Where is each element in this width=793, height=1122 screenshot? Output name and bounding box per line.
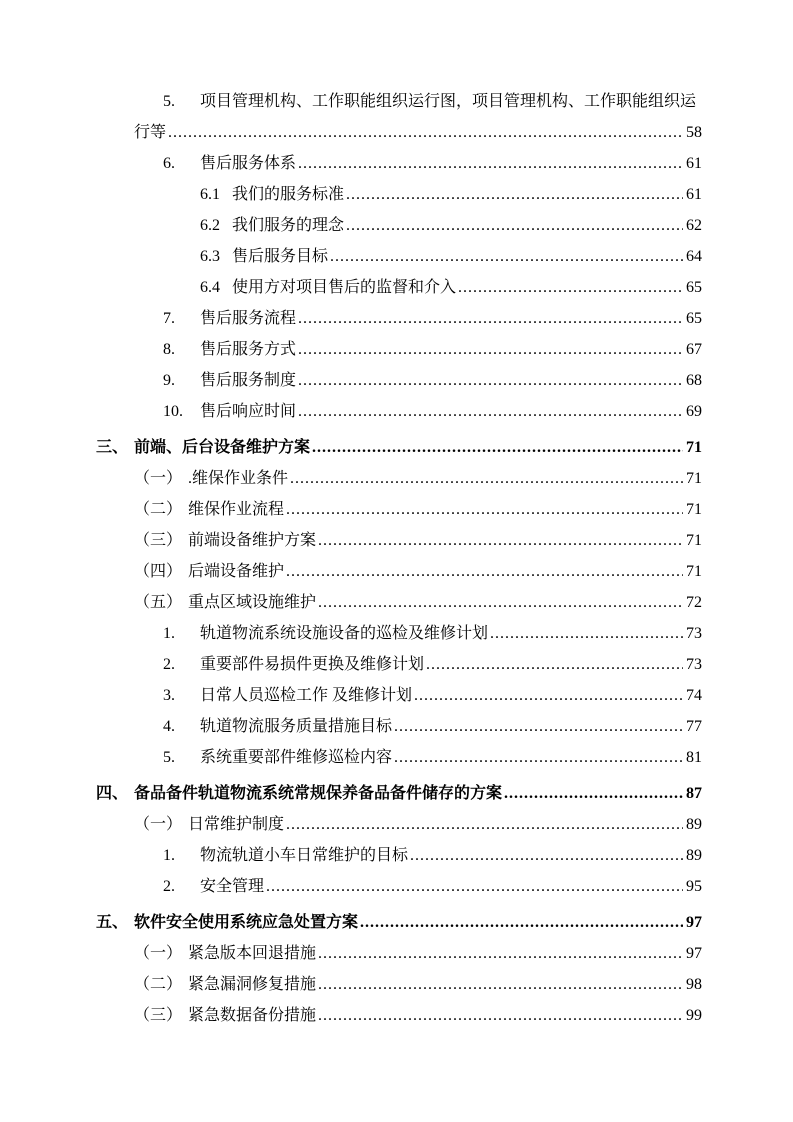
toc-entry-number: 8.: [163, 341, 175, 358]
toc-entry[interactable]: [96, 711, 702, 742]
toc-page-number: 97: [686, 914, 702, 931]
toc-leader-dots: [346, 179, 683, 210]
toc-entry[interactable]: [96, 742, 702, 773]
toc-entry-title: 备品备件轨道物流系统常规保养备品备件储存的方案: [134, 785, 503, 802]
toc-leader-dots: [286, 494, 683, 525]
toc-page-number: 61: [686, 155, 702, 172]
toc-entry[interactable]: [96, 618, 702, 649]
toc-page-number: 69: [686, 403, 702, 420]
toc-page-number: 65: [686, 310, 702, 327]
toc-entry-number: 9.: [163, 372, 175, 389]
toc-entry-title: 紧急数据备份措施: [188, 1007, 317, 1024]
toc-entry-title: 紧急漏洞修复措施: [188, 976, 317, 993]
toc-leader-dots: [330, 241, 683, 272]
toc-entry-title: 重点区域设施维护: [188, 594, 317, 611]
toc-entry-number: （一）: [134, 945, 183, 962]
table-of-contents: [96, 86, 702, 1031]
toc-entry[interactable]: [96, 210, 702, 241]
toc-entry[interactable]: [96, 494, 702, 525]
toc-entry-title: 物流轨道小车日常维护的目标: [200, 847, 409, 864]
toc-entry-number: 四、: [96, 785, 129, 802]
toc-entry[interactable]: [96, 86, 702, 117]
toc-entry-number: 4.: [163, 718, 175, 735]
toc-page-number: 87: [686, 785, 702, 802]
toc-entry-number: 三、: [96, 439, 129, 456]
toc-entry-number: 2.: [163, 656, 175, 673]
toc-entry[interactable]: [96, 809, 702, 840]
toc-leader-dots: [414, 680, 683, 711]
toc-page-number: 71: [686, 470, 702, 487]
toc-entry-title: 行等: [134, 124, 167, 141]
toc-entry-number: 5.: [163, 93, 175, 110]
toc-page-number: 89: [686, 847, 702, 864]
toc-page-number: 98: [686, 976, 702, 993]
toc-leader-dots: [318, 938, 683, 969]
toc-page-number: 64: [686, 248, 702, 265]
toc-entry[interactable]: [96, 938, 702, 969]
toc-leader-dots: [290, 463, 683, 494]
toc-entry[interactable]: [96, 840, 702, 871]
toc-entry-title: 售后服务目标: [232, 248, 329, 265]
toc-entry-title: 售后服务制度: [200, 372, 297, 389]
toc-entry-title: 前端、后台设备维护方案: [134, 439, 311, 456]
toc-leader-dots: [298, 148, 683, 179]
toc-page-number: 67: [686, 341, 702, 358]
toc-entry-number: 10.: [163, 403, 183, 420]
toc-entry-title: .维保作业条件: [188, 470, 289, 487]
toc-entry[interactable]: [96, 334, 702, 365]
toc-entry[interactable]: [96, 871, 702, 902]
toc-entry[interactable]: [96, 680, 702, 711]
toc-leader-dots: [426, 649, 683, 680]
toc-entry[interactable]: [96, 907, 702, 938]
toc-entry-number: 6.1: [200, 186, 220, 203]
toc-leader-dots: [360, 907, 683, 938]
toc-leader-dots: [286, 809, 683, 840]
toc-leader-dots: [504, 778, 683, 809]
toc-entry[interactable]: [96, 365, 702, 396]
toc-entry[interactable]: [96, 179, 702, 210]
toc-entry-number: 6.: [163, 155, 175, 172]
toc-entry-number: 7.: [163, 310, 175, 327]
toc-entry-title: 重要部件易损件更换及维修计划: [200, 656, 425, 673]
toc-entry[interactable]: [96, 303, 702, 334]
toc-entry-title: 轨道物流服务质量措施目标: [200, 718, 393, 735]
toc-entry-number: 五、: [96, 914, 129, 931]
toc-leader-dots: [490, 618, 683, 649]
toc-leader-dots: [458, 272, 683, 303]
toc-entry[interactable]: [96, 649, 702, 680]
toc-page-number: 71: [686, 501, 702, 518]
toc-leader-dots: [410, 840, 683, 871]
toc-leader-dots: [266, 871, 683, 902]
toc-page-number: 68: [686, 372, 702, 389]
toc-entry-number: （二）: [134, 501, 183, 518]
toc-entry[interactable]: [96, 117, 702, 148]
toc-page-number: 74: [686, 687, 702, 704]
toc-page-number: 73: [686, 625, 702, 642]
toc-page-number: 89: [686, 816, 702, 833]
toc-leader-dots: [298, 396, 683, 427]
toc-leader-dots: [394, 711, 683, 742]
toc-entry[interactable]: [96, 778, 702, 809]
toc-entry-title: 我们的服务标准: [232, 186, 345, 203]
toc-page-number: 71: [686, 532, 702, 549]
toc-entry-title: 售后响应时间: [200, 403, 297, 420]
toc-entry-number: 5.: [163, 749, 175, 766]
toc-leader-dots: [168, 117, 683, 148]
toc-entry-number: 1.: [163, 847, 175, 864]
toc-page-number: 99: [686, 1007, 702, 1024]
toc-entry[interactable]: [96, 396, 702, 427]
toc-leader-dots: [286, 556, 683, 587]
toc-leader-dots: [346, 210, 683, 241]
toc-entry-title: 前端设备维护方案: [188, 532, 317, 549]
toc-entry-title: 安全管理: [200, 878, 265, 895]
toc-page-number: 72: [686, 594, 702, 611]
toc-page-number: 71: [686, 439, 702, 456]
toc-entry-number: （三）: [134, 532, 183, 549]
toc-leader-dots: [298, 303, 683, 334]
toc-entry-number: （四）: [134, 563, 183, 580]
toc-page-number: 65: [686, 279, 702, 296]
toc-leader-dots: [298, 334, 683, 365]
toc-page-number: 73: [686, 656, 702, 673]
toc-entry-number: （五）: [134, 594, 183, 611]
toc-entry-number: （二）: [134, 976, 183, 993]
toc-page-number: 77: [686, 718, 702, 735]
toc-entry[interactable]: [96, 556, 702, 587]
toc-entry-title: 日常维护制度: [188, 816, 285, 833]
toc-leader-dots: [394, 742, 683, 773]
toc-page-number: 58: [686, 124, 702, 141]
toc-page-number: 81: [686, 749, 702, 766]
toc-leader-dots: [318, 1000, 683, 1031]
toc-entry-number: 6.4: [200, 279, 220, 296]
toc-entry[interactable]: [96, 1000, 702, 1031]
toc-entry-title: 使用方对项目售后的监督和介入: [232, 279, 457, 296]
toc-entry-number: （一）: [134, 816, 183, 833]
toc-page-number: 61: [686, 186, 702, 203]
toc-page-number: 97: [686, 945, 702, 962]
toc-entry-number: （一）: [134, 470, 183, 487]
toc-entry[interactable]: [96, 241, 702, 272]
toc-entry-title: 维保作业流程: [188, 501, 285, 518]
toc-page-number: 62: [686, 217, 702, 234]
toc-entry-title: 软件安全使用系统应急处置方案: [134, 914, 359, 931]
toc-entry[interactable]: [96, 148, 702, 179]
toc-entry-title: 项目管理机构、工作职能组织运行图，项目管理机构、工作职能组织运: [200, 93, 697, 110]
toc-leader-dots: [318, 969, 683, 1000]
toc-entry-number: 6.3: [200, 248, 220, 265]
toc-entry-number: 3.: [163, 687, 175, 704]
toc-entry-title: 后端设备维护: [188, 563, 285, 580]
toc-entry[interactable]: [96, 432, 702, 463]
toc-entry[interactable]: [96, 587, 702, 618]
toc-entry-title: 我们服务的理念: [232, 217, 345, 234]
toc-entry-title: 日常人员巡检工作 及维修计划: [200, 687, 413, 704]
toc-entry[interactable]: [96, 969, 702, 1000]
toc-page-number: 71: [686, 563, 702, 580]
toc-entry[interactable]: [96, 272, 702, 303]
toc-entry-title: 售后服务流程: [200, 310, 297, 327]
toc-entry-number: 1.: [163, 625, 175, 642]
toc-entry-title: 轨道物流系统设施设备的巡检及维修计划: [200, 625, 489, 642]
toc-leader-dots: [318, 525, 683, 556]
toc-entry-number: （三）: [134, 1007, 183, 1024]
toc-leader-dots: [312, 432, 683, 463]
toc-entry-number: 2.: [163, 878, 175, 895]
toc-entry-title: 售后服务方式: [200, 341, 297, 358]
toc-leader-dots: [318, 587, 683, 618]
toc-leader-dots: [298, 365, 683, 396]
toc-entry-title: 系统重要部件维修巡检内容: [200, 749, 393, 766]
toc-page-number: 95: [686, 878, 702, 895]
toc-entry[interactable]: [96, 525, 702, 556]
toc-entry-title: 售后服务体系: [200, 155, 297, 172]
toc-entry-number: 6.2: [200, 217, 220, 234]
toc-entry-title: 紧急版本回退措施: [188, 945, 317, 962]
toc-entry[interactable]: [96, 463, 702, 494]
